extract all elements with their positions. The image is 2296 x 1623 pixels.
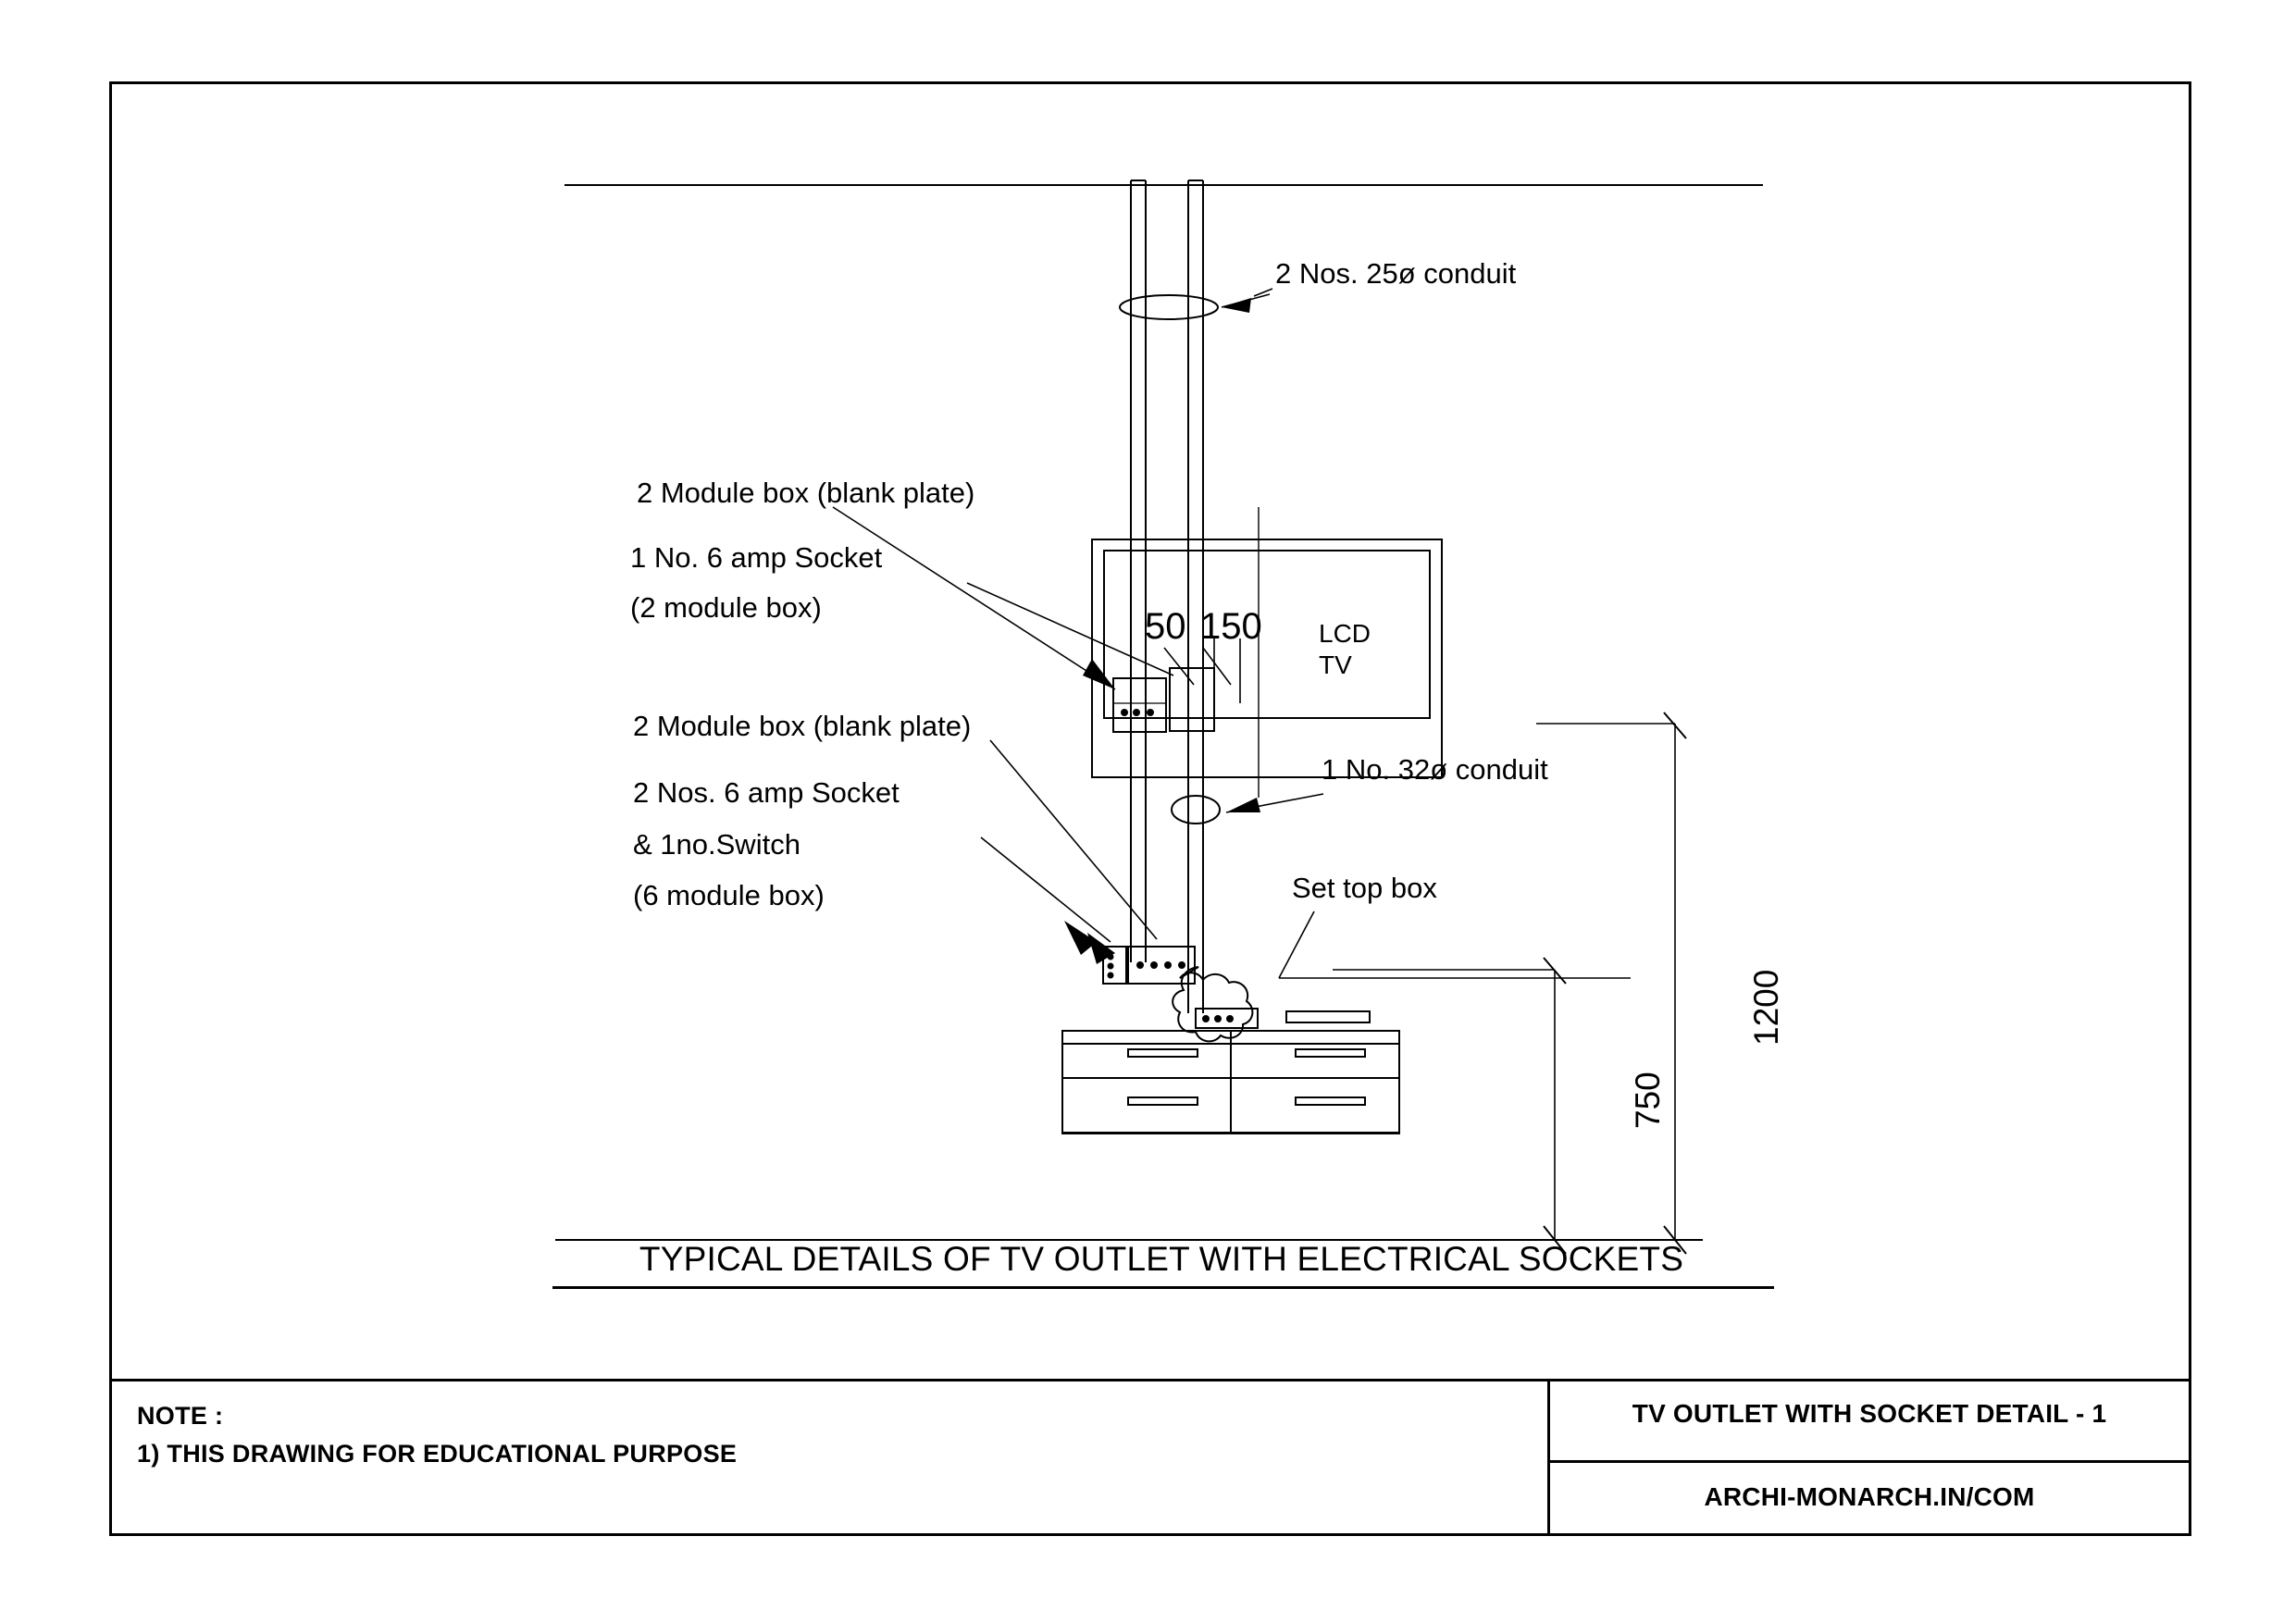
leader-socket-2: [981, 837, 1111, 942]
title-block-title: TV OUTLET WITH SOCKET DETAIL - 1: [1632, 1399, 2107, 1428]
dimension-150: 150: [1200, 606, 1262, 647]
title-block-subtitle: ARCHI-MONARCH.IN/COM: [1704, 1482, 2035, 1511]
annotation-set-top-box: Set top box: [1292, 872, 1437, 904]
drawer-handle-4: [1296, 1097, 1365, 1105]
module-box-upper-left: [1113, 678, 1166, 732]
leader-blank-upper: [833, 507, 1115, 689]
dimension-750: 750: [1629, 1072, 1667, 1129]
annotation-module-box-blank-2: 2 Module box (blank plate): [633, 710, 972, 742]
dim-leader-150: [1203, 648, 1231, 685]
annotation-socket-2nos-line1: 2 Nos. 6 amp Socket: [633, 776, 900, 809]
title-block-horizontal-divider: [1547, 1460, 2191, 1463]
label-lcd-line1: LCD: [1319, 619, 1371, 648]
note-text: 1) THIS DRAWING FOR EDUCATIONAL PURPOSE: [137, 1440, 738, 1468]
annotation-socket-2nos-line3: (6 module box): [633, 879, 825, 911]
caption-underline: [552, 1286, 1774, 1289]
drawer-handle-2: [1296, 1049, 1365, 1057]
cabinet-top-item: [1286, 1011, 1370, 1022]
annotation-socket-2nos-line2: & 1no.Switch: [633, 828, 800, 861]
drawer-handle-3: [1128, 1097, 1198, 1105]
drawing-caption: TYPICAL DETAILS OF TV OUTLET WITH ELECTRICAL SOCKETS: [639, 1240, 1684, 1278]
conduit-32-break-symbol: [1172, 796, 1220, 824]
dimension-50: 50: [1145, 606, 1186, 647]
leader-settopbox: [1279, 911, 1314, 978]
dimension-1200: 1200: [1747, 969, 1785, 1046]
annotation-socket-6amp-line2: (2 module box): [630, 591, 822, 624]
annotation-socket-6amp-line1: 1 No. 6 amp Socket: [630, 541, 883, 574]
dim-leader-50: [1164, 648, 1194, 685]
drawer-handle-1: [1128, 1049, 1198, 1057]
annotation-module-box-blank-1: 2 Module box (blank plate): [637, 477, 975, 509]
module-box-upper-right: [1170, 668, 1214, 731]
annotation-conduit-25: 2 Nos. 25ø conduit: [1275, 257, 1517, 290]
leader-socket-1: [967, 583, 1173, 675]
annotation-conduit-32: 1 No. 32ø conduit: [1322, 753, 1548, 786]
label-lcd-line2: TV: [1319, 650, 1352, 679]
note-label: NOTE :: [137, 1402, 224, 1430]
tv-outer: [1092, 539, 1442, 777]
